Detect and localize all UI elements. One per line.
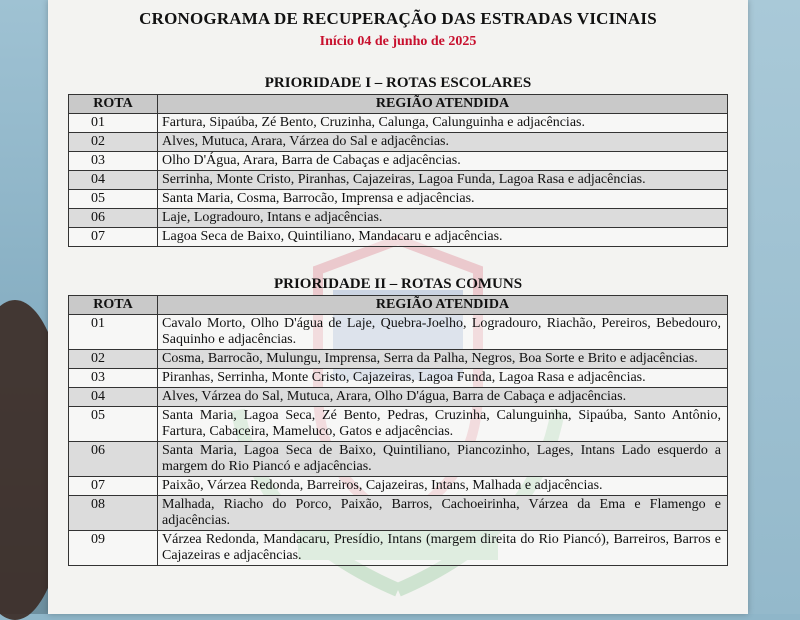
document-page: [48, 0, 748, 614]
table-row: [69, 350, 728, 369]
priority1-table-body: [69, 114, 728, 247]
rota-number: 03: [69, 152, 158, 171]
table-row: [69, 442, 728, 477]
regiao-atendida: Cosma, Barrocão, Mulungu, Imprensa, Serra da Palha, Negros, Boa Sorte e Brito e adjacências.: [158, 350, 728, 369]
rota-number: 04: [69, 388, 158, 407]
table-row: [69, 407, 728, 442]
table-row: [69, 114, 728, 133]
rota-number: 06: [69, 209, 158, 228]
rota-number: 03: [69, 369, 158, 388]
rota-number: 02: [69, 133, 158, 152]
priority1-header-regiao: REGIÃO ATENDIDA: [158, 95, 728, 114]
rota-number: 02: [69, 350, 158, 369]
priority1-table: [68, 94, 728, 247]
regiao-atendida: Alves, Mutuca, Arara, Várzea do Sal e adjacências.: [158, 133, 728, 152]
priority1-header-rota: ROTA: [69, 95, 158, 114]
page-title: CRONOGRAMA DE RECUPERAÇÃO DAS ESTRADAS VICINAIS: [139, 9, 657, 28]
rota-number: 01: [69, 315, 158, 350]
priority1-title: PRIORIDADE I – ROTAS ESCOLARES: [264, 75, 532, 91]
rota-number: 09: [69, 531, 158, 566]
regiao-atendida: Cavalo Morto, Olho D'água de Laje, Quebra-Joelho, Logradouro, Riachão, Pereiros, Bebedouro, Saquinho e adjacências.: [158, 315, 728, 350]
priority2-table: [68, 295, 728, 566]
regiao-atendida: Santa Maria, Cosma, Barrocão, Imprensa e adjacências.: [158, 190, 728, 209]
rota-number: 07: [69, 228, 158, 247]
rota-number: 05: [69, 407, 158, 442]
regiao-atendida: Laje, Logradouro, Intans e adjacências.: [158, 209, 728, 228]
regiao-atendida: Serrinha, Monte Cristo, Piranhas, Cajazeiras, Lagoa Funda, Lagoa Rasa e adjacências.: [158, 171, 728, 190]
rota-number: 04: [69, 171, 158, 190]
table-row: [69, 190, 728, 209]
regiao-atendida: Alves, Várzea do Sal, Mutuca, Arara, Olho D'água, Barra de Cabaça e adjacências.: [158, 388, 728, 407]
table-row: [69, 152, 728, 171]
table-row: [69, 531, 728, 566]
rota-number: 01: [69, 114, 158, 133]
table-row: [69, 369, 728, 388]
table-row: [69, 209, 728, 228]
table-row: [69, 496, 728, 531]
rota-number: 07: [69, 477, 158, 496]
regiao-atendida: Malhada, Riacho do Porco, Paixão, Barros, Cachoeirinha, Várzea da Ema e Flamengo e adjacências.: [158, 496, 728, 531]
regiao-atendida: Santa Maria, Lagoa Seca, Zé Bento, Pedras, Cruzinha, Calunguinha, Sipaúba, Santo Antônio, Fartura, Cabaceira, Mameluco, Gatos e adjacências.: [158, 407, 728, 442]
rota-number: 06: [69, 442, 158, 477]
page-subtitle: Início 04 de junho de 2025: [319, 34, 477, 49]
priority2-header-rota: ROTA: [69, 296, 158, 315]
table-row: [69, 133, 728, 152]
priority2-title: PRIORIDADE II – ROTAS COMUNS: [273, 276, 523, 292]
regiao-atendida: Santa Maria, Lagoa Seca de Baixo, Quintiliano, Piancozinho, Lages, Intans Lado esquerdo a margem do Rio Piancó e adjacências.: [158, 442, 728, 477]
priority2-header-regiao: REGIÃO ATENDIDA: [158, 296, 728, 315]
regiao-atendida: Fartura, Sipaúba, Zé Bento, Cruzinha, Calunga, Calunguinha e adjacências.: [158, 114, 728, 133]
regiao-atendida: Paixão, Várzea Redonda, Barreiros, Cajazeiras, Intans, Malhada e adjacências.: [158, 477, 728, 496]
regiao-atendida: Várzea Redonda, Mandacaru, Presídio, Intans (margem direita do Rio Piancó), Barreiros, Barros e Cajazeiras e adjacências.: [158, 531, 728, 566]
regiao-atendida: Olho D'Água, Arara, Barra de Cabaças e adjacências.: [158, 152, 728, 171]
table-row: [69, 228, 728, 247]
table-row: [69, 477, 728, 496]
regiao-atendida: Piranhas, Serrinha, Monte Cristo, Cajazeiras, Lagoa Funda, Lagoa Rasa e adjacências.: [158, 369, 728, 388]
rota-number: 08: [69, 496, 158, 531]
table-row: [69, 171, 728, 190]
rota-number: 05: [69, 190, 158, 209]
table-row: [69, 315, 728, 350]
table-row: [69, 388, 728, 407]
regiao-atendida: Lagoa Seca de Baixo, Quintiliano, Mandacaru e adjacências.: [158, 228, 728, 247]
priority2-table-body: [69, 315, 728, 566]
